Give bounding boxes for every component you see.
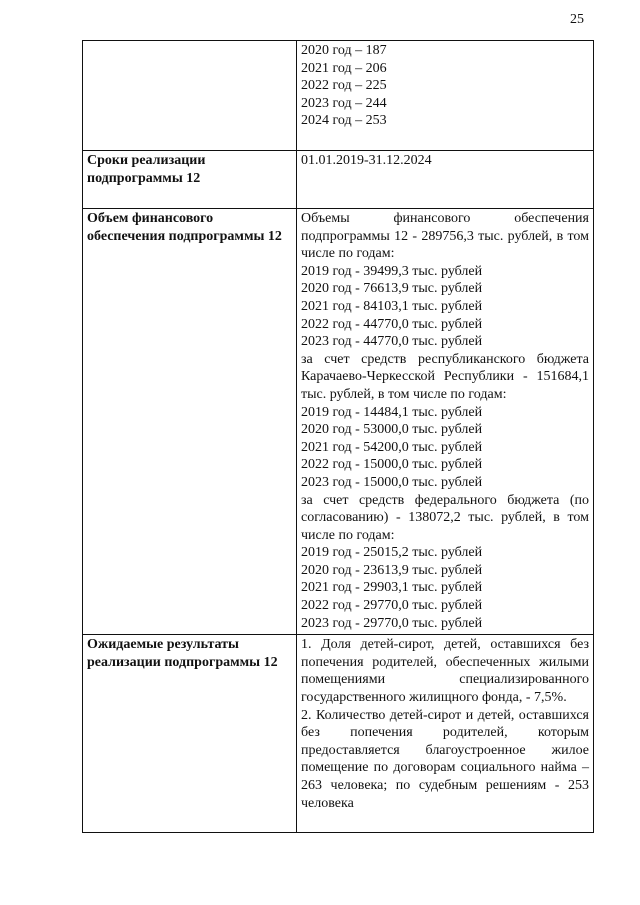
finance-label-cell bbox=[83, 209, 297, 635]
results-label: Ожидаемые результаты реализации подпрограммы 12 bbox=[87, 637, 278, 670]
finance-regional-text: за счет средств республиканского бюджета Карачаево-Черкесской Республики - 151684,1 тыс. рублей, в том числе по годам: bbox=[301, 351, 589, 402]
result-item-1: 1. Доля детей-сирот, детей, оставшихся без попечения родителей, обеспеченных жилыми помещениями специализированного государственного жилищного фонда, - 7,5%. bbox=[301, 637, 589, 706]
terms-period: 01.01.2019-31.12.2024 bbox=[301, 153, 432, 168]
finance-federal-2021: 2021 год - 29903,1 тыс. рублей bbox=[301, 580, 483, 596]
finance-total-2023: 2023 год - 44770,0 тыс. рублей bbox=[301, 334, 483, 350]
finance-label: Объем финансового обеспечения подпрограммы 12 bbox=[87, 211, 282, 244]
results-label-cell bbox=[83, 635, 297, 833]
table-row-targets bbox=[83, 41, 594, 151]
finance-regional-2019: 2019 год - 14484,1 тыс. рублей bbox=[301, 404, 483, 420]
finance-regional-2020: 2020 год - 53000,0 тыс. рублей bbox=[301, 422, 483, 438]
table-row-finance bbox=[83, 209, 594, 635]
targets-label-cell bbox=[83, 41, 297, 151]
finance-total-2022: 2022 год - 44770,0 тыс. рублей bbox=[301, 316, 483, 332]
terms-label: Сроки реализации подпрограммы 12 bbox=[87, 153, 206, 186]
target-2020: 2020 год – 187 bbox=[301, 43, 387, 58]
page-number: 25 bbox=[570, 12, 584, 27]
target-2023: 2023 год – 244 bbox=[301, 95, 387, 111]
table-row-terms bbox=[83, 151, 594, 209]
table-row-results bbox=[83, 635, 594, 833]
terms-value-cell bbox=[297, 151, 594, 209]
finance-total-2019: 2019 год - 39499,3 тыс. рублей bbox=[301, 263, 483, 279]
finance-federal-2022: 2022 год - 29770,0 тыс. рублей bbox=[301, 598, 483, 614]
finance-total-2021: 2021 год - 84103,1 тыс. рублей bbox=[301, 298, 483, 314]
finance-regional-2023: 2023 год - 15000,0 тыс. рублей bbox=[301, 474, 483, 490]
finance-regional-2022: 2022 год - 15000,0 тыс. рублей bbox=[301, 457, 483, 473]
target-2024: 2024 год – 253 bbox=[301, 113, 387, 129]
finance-intro: Объемы финансового обеспечения подпрограммы 12 - 289756,3 тыс. рублей, в том числе по годам: bbox=[301, 211, 589, 262]
targets-value-cell bbox=[297, 41, 594, 151]
finance-federal-2023: 2023 год - 29770,0 тыс. рублей bbox=[301, 615, 483, 631]
target-2021: 2021 год – 206 bbox=[301, 60, 387, 76]
subprogram-passport-table bbox=[82, 40, 594, 833]
finance-total-2020: 2020 год - 76613,9 тыс. рублей bbox=[301, 281, 483, 297]
target-2022: 2022 год – 225 bbox=[301, 78, 387, 94]
finance-federal-2019: 2019 год - 25015,2 тыс. рублей bbox=[301, 545, 483, 561]
results-value-cell bbox=[297, 635, 594, 833]
finance-value-cell bbox=[297, 209, 594, 635]
finance-regional-2021: 2021 год - 54200,0 тыс. рублей bbox=[301, 439, 483, 455]
terms-label-cell bbox=[83, 151, 297, 209]
result-item-2: 2. Количество детей-сирот и детей, оставшихся без попечения родителей, которым предоставляется благоустроенное жилое помещение по договорам социального найма – 263 человека; по судебным решениям - 253 человека bbox=[301, 707, 589, 811]
finance-federal-2020: 2020 год - 23613,9 тыс. рублей bbox=[301, 562, 483, 578]
finance-federal-text: за счет средств федерального бюджета (по согласованию) - 138072,2 тыс. рублей, в том числе по годам: bbox=[301, 492, 589, 543]
